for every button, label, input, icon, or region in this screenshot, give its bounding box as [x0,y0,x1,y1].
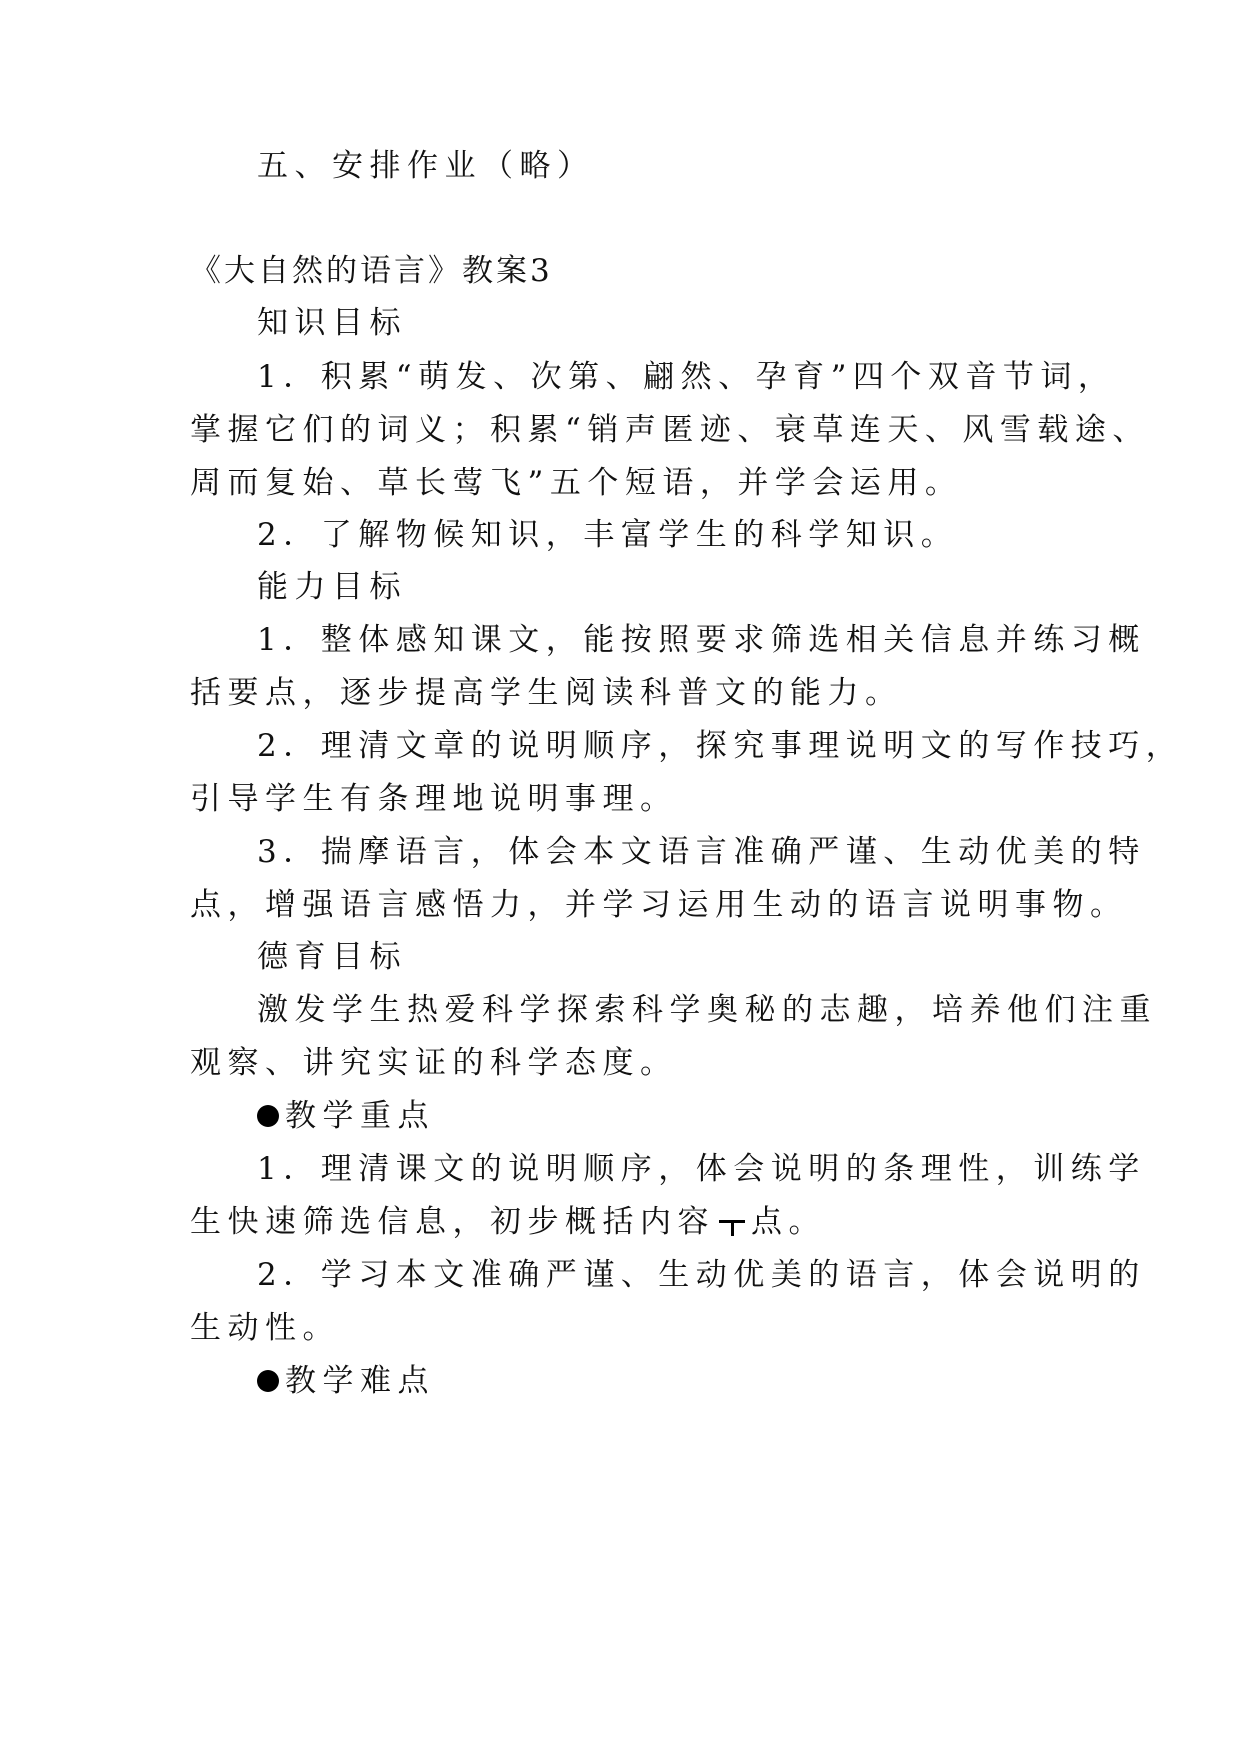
heading-text: 教学重点 [285,1098,435,1134]
paragraph-line: 点，增强语言感悟力，并学习运用生动的语言说明事物。 [190,887,1128,923]
paragraph-line: 2．了解物候知识，丰富学生的科学知识。 [257,517,959,553]
paragraph-line: 观察、讲究实证的科学态度。 [190,1045,678,1081]
heading-knowledge-goals: 知识目标 [257,305,407,341]
paragraph-line: 括要点，逐步提高学生阅读科普文的能力。 [190,675,903,711]
heading-text: 教学难点 [285,1363,435,1399]
heading-key-points [257,1096,435,1136]
stray-mark-icon [715,1208,749,1238]
paragraph-line: 引导学生有条理地说明事理。 [190,781,678,817]
paragraph-line: 生动性。 [190,1310,340,1346]
bullet-icon [257,1370,279,1392]
paragraph-line: 周而复始、草长莺飞”五个短语，并学会运用。 [190,465,963,501]
text-run: 点。 [751,1204,826,1240]
section-heading-homework: 五、安排作业（略） [257,148,595,184]
paragraph-line: 掌握它们的词义；积累“销声匿迹、衰草连天、风雪载途、 [190,412,1150,448]
heading-moral-goals: 德育目标 [257,939,407,975]
document-title: 《大自然的语言》教案3 [190,253,553,289]
heading-ability-goals: 能力目标 [257,569,407,605]
paragraph-line: 2．理清文章的说明顺序，探究事理说明文的写作技巧， [257,728,1184,764]
paragraph-line: 2．学习本文准确严谨、生动优美的语言，体会说明的 [257,1257,1146,1293]
bullet-icon [257,1105,279,1127]
paragraph-line: 3．揣摩语言，体会本文语言准确严谨、生动优美的特 [257,834,1146,870]
paragraph-line: 1．积累“萌发、次第、翩然、孕育”四个双音节词， [257,359,1116,395]
text-run: 生快速筛选信息，初步概括内容 [190,1204,715,1240]
paragraph-line [190,1202,826,1242]
paragraph-line: 1．整体感知课文，能按照要求筛选相关信息并练习概 [257,622,1146,658]
paragraph-line: 1．理清课文的说明顺序，体会说明的条理性，训练学 [257,1151,1146,1187]
paragraph-line: 激发学生热爱科学探索科学奥秘的志趣，培养他们注重 [257,992,1157,1028]
heading-difficulties [257,1361,435,1401]
